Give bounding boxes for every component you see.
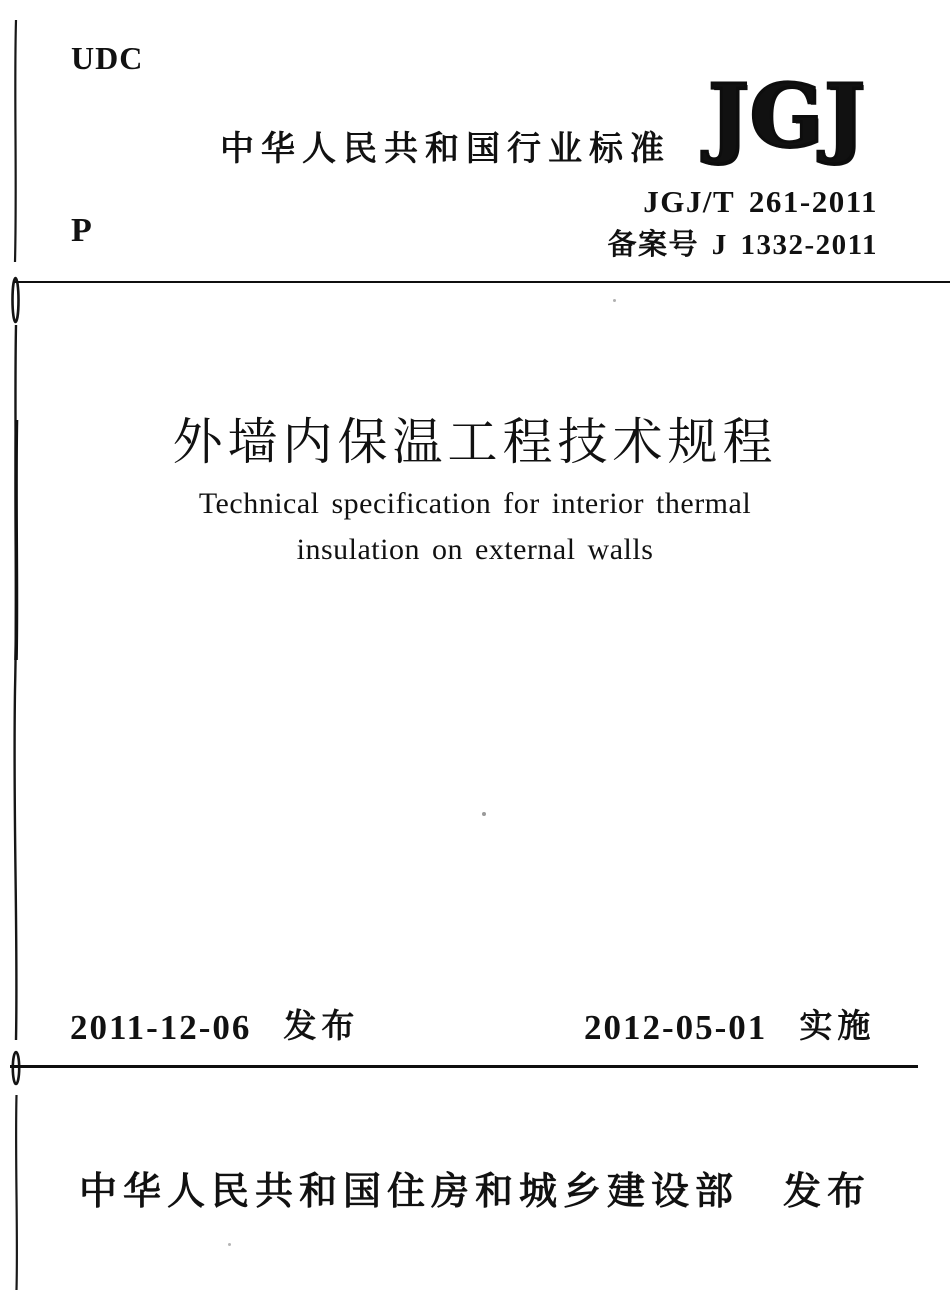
issue-date: 2011-12-06 bbox=[70, 1008, 252, 1047]
issue-date-group bbox=[70, 1000, 359, 1048]
scan-edge-artifact bbox=[4, 0, 34, 1290]
udc-label: UDC bbox=[71, 40, 144, 76]
jgj-logo: JGJ bbox=[708, 66, 866, 167]
publisher-name: 中华人民共和国住房和城乡建设部 bbox=[78, 1171, 739, 1213]
record-number: 备案号 J 1332-2011 bbox=[607, 229, 878, 261]
horizontal-rule-top bbox=[13, 281, 950, 283]
standard-number: JGJ/T 261-2011 bbox=[643, 184, 878, 219]
implementation-date: 2012-05-01 bbox=[584, 1008, 768, 1047]
document-title-chinese: 外墙内保温工程技术规程 bbox=[172, 413, 778, 471]
scan-speck bbox=[613, 299, 616, 302]
document-title-english-line1: Technical specification for interior thermal bbox=[198, 487, 752, 520]
implementation-label: 实施 bbox=[799, 1007, 876, 1044]
classification-code: P bbox=[71, 212, 92, 249]
document-title-english-line2: insulation on external walls bbox=[296, 533, 654, 566]
standard-type-heading: 中华人民共和国行业标准 bbox=[220, 130, 671, 168]
implementation-date-group bbox=[584, 1000, 875, 1048]
publish-label: 发布 bbox=[783, 1171, 872, 1213]
horizontal-rule-bottom bbox=[10, 1065, 918, 1068]
publisher-row bbox=[0, 1160, 950, 1215]
scan-speck bbox=[482, 812, 486, 816]
issue-label: 发布 bbox=[283, 1007, 360, 1044]
scan-speck bbox=[228, 1243, 231, 1246]
